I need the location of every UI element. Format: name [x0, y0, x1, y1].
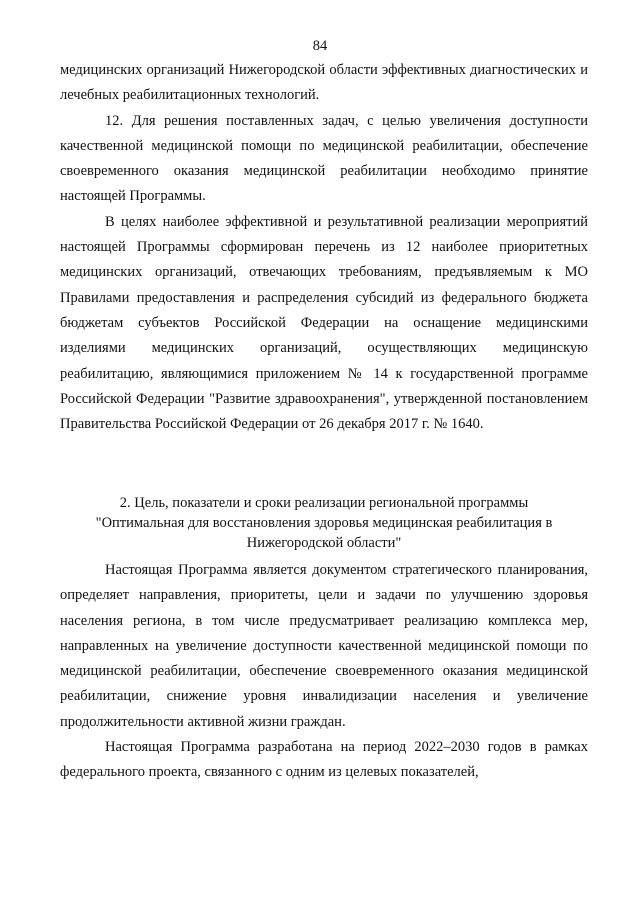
section-heading-line: "Оптимальная для восстановления здоровья медицинская реабилитация в: [95, 515, 553, 531]
paragraph-program-description: Настоящая Программа является документом стратегического планирования, определяет направления, приоритеты, цели и задачи по улучшению здоровья населения региона, в том числе предусматривает реализацию комплекса мер, направленных на увеличение доступности качественной медицинской помощи по медицинской реабилитации, обеспечение своевременного оказания медицинской реабилитации, снижение уровня инвалидизации населения и увеличение продолжительности активной жизни граждан.: [60, 562, 588, 730]
paragraph-continuation: медицинских организаций Нижегородской области эффективных диагностических и лечебных реабилитационных технологий.: [60, 62, 588, 104]
section-heading: [60, 493, 588, 553]
text-block-section2: [60, 558, 588, 786]
page-number: 84: [312, 38, 328, 54]
paragraph-program-period: Настоящая Программа разработана на период 2022–2030 годов в рамках федерального проекта, связанного с одним из целевых показателей,: [60, 739, 588, 781]
paragraph-priority-organizations: В целях наиболее эффективной и результативной реализации мероприятий настоящей Программы сформирован перечень из 12 наиболее приоритетных медицинских организаций, отвечающих требованиям, предъявляемым к МО Правилами предоставления и распределения субсидий из федерального бюджета бюджетам субъектов Российской Федерации на оснащение медицинскими изделиями медицинских организаций, осуществляющих медицинскую реабилитацию, являющимися приложением № 14 к государственной программе Российской Федерации "Развитие здравоохранения", утвержденной постановлением Правительства Российской Федерации от 26 декабря 2017 г. № 1640.: [60, 213, 588, 433]
section-heading-line: Нижегородской области": [246, 535, 402, 551]
text-block-top: [60, 58, 588, 437]
section-heading-line: 2. Цель, показатели и сроки реализации региональной программы: [119, 495, 529, 511]
paragraph-item-12: 12. Для решения поставленных задач, с целью увеличения доступности качественной медицинской помощи по медицинской реабилитации, обеспечение своевременного оказания медицинской реабилитации необходимо принятие настоящей Программы.: [60, 112, 588, 205]
